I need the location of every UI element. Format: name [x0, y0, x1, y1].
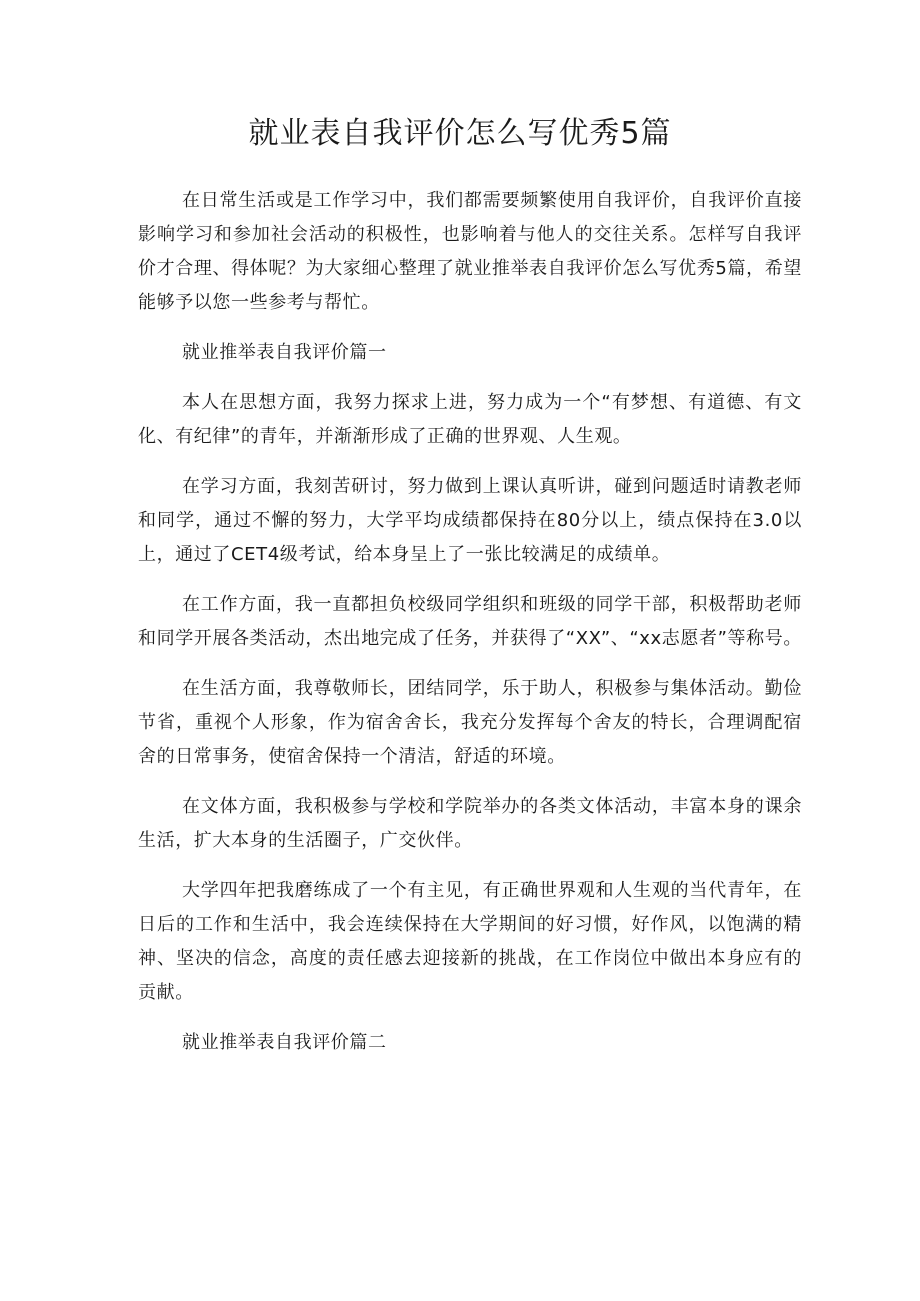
- paragraph-work: 在工作方面，我一直都担负校级同学组织和班级的同学干部，积极帮助老师和同学开展各类活动，杰出地完成了任务，并获得了“XX”、“xx志愿者”等称号。: [138, 594, 802, 649]
- paragraph-summary: 大学四年把我磨练成了一个有主见，有正确世界观和人生观的当代青年，在日后的工作和生活中，我会连续保持在大学期间的好习惯，好作风，以饱满的精神、坚决的信念，高度的责任感去迎接新的挑战，在工作岗位中做出本身应有的贡献。: [138, 880, 802, 1003]
- section-heading-2: 就业推举表自我评价篇二: [182, 1032, 387, 1053]
- paragraph-thought: 本人在思想方面，我努力探求上进，努力成为一个“有梦想、有道德、有文化、有纪律”的青年，并渐渐形成了正确的世界观、人生观。: [138, 392, 802, 447]
- paragraph-study: 在学习方面，我刻苦研讨，努力做到上课认真听讲，碰到问题适时请教老师和同学，通过不懈的努力，大学平均成绩都保持在80分以上，绩点保持在3.0以上，通过了CET4级考试，给本身呈上了一张比较满足的成绩单。: [138, 476, 802, 565]
- paragraph-life: 在生活方面，我尊敬师长，团结同学，乐于助人，积极参与集体活动。勤俭节省，重视个人形象，作为宿舍舍长，我充分发挥每个舍友的特长，合理调配宿舍的日常事务，使宿舍保持一个清洁，舒适的环境。: [138, 678, 802, 767]
- intro-paragraph: 在日常生活或是工作学习中，我们都需要频繁使用自我评价，自我评价直接影响学习和参加社会活动的积极性，也影响着与他人的交往关系。怎样写自我评价才合理、得体呢？为大家细心整理了就业推举表自我评价怎么写优秀5篇，希望能够予以您一些参考与帮忙。: [138, 190, 802, 313]
- paragraph-sports: 在文体方面，我积极参与学校和学院举办的各类文体活动，丰富本身的课余生活，扩大本身的生活圈子，广交伙伴。: [138, 796, 802, 851]
- section-heading-1: 就业推举表自我评价篇一: [182, 342, 387, 363]
- document-body: [138, 184, 802, 1076]
- document-title: 就业表自我评价怎么写优秀5篇: [248, 116, 672, 151]
